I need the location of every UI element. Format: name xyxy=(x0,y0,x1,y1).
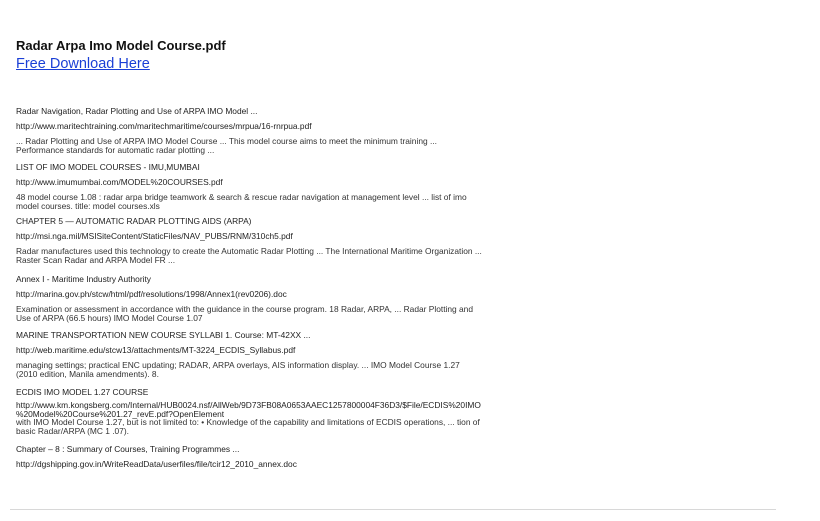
entry-url-link[interactable]: http://www.imumumbai.com/MODEL%20COURSES.pdf xyxy=(16,177,223,187)
result-entry xyxy=(16,330,811,378)
entry-url-link[interactable]: http://marina.gov.ph/stcw/html/pdf/resolutions/1998/Annex1(rev0206).doc xyxy=(16,289,287,299)
entry-url-link[interactable]: http://www.km.kongsberg.com/Internal/HUB0024.nsf/AllWeb/9D73FB08A0653AAEC1257800004F36D3/$File/ECDIS%20IMO %20Model%20Course%201.27_revE.pdf?OpenElement xyxy=(16,400,481,419)
entry-description: Examination or assessment in accordance with the guidance in the course program. 18 Radar, ARPA, ... Radar Plotting and Use of ARPA (66.5 hours) IMO Model Course 1.07 xyxy=(16,304,473,323)
entry-description: managing settings; practical ENC updating; RADAR, ARPA overlays, AIS information display. ... IMO Model Course 1.27 (2010 edition, Manila amendments). 8. xyxy=(16,360,460,379)
entry-title: MARINE TRANSPORTATION NEW COURSE SYLLABI 1. Course: MT-42XX ... xyxy=(16,330,311,340)
result-entry xyxy=(16,444,811,469)
entry-url-link[interactable]: http://dgshipping.gov.in/WriteReadData/userfiles/file/tcir12_2010_annex.doc xyxy=(16,459,297,469)
entry-title: Radar Navigation, Radar Plotting and Use of ARPA IMO Model ... xyxy=(16,106,258,116)
entry-url-link[interactable]: http://web.maritime.edu/stcw13/attachments/MT-3224_ECDIS_Syllabus.pdf xyxy=(16,345,296,355)
entry-url-link[interactable]: http://www.maritechtraining.com/maritechmaritime/courses/mrpua/16-rnrpua.pdf xyxy=(16,121,312,131)
entry-title: Chapter – 8 : Summary of Courses, Training Programmes ... xyxy=(16,444,240,454)
entry-title: Annex I - Maritime Industry Authority xyxy=(16,274,151,284)
entry-title: ECDIS IMO MODEL 1.27 COURSE xyxy=(16,387,149,397)
result-entry xyxy=(16,216,811,264)
entry-description: ... Radar Plotting and Use of ARPA IMO Model Course ... This model course aims to meet the minimum training ... Performance standards for automatic radar plotting ... xyxy=(16,136,437,155)
entry-title: LIST OF IMO MODEL COURSES - IMU,MUMBAI xyxy=(16,162,200,172)
result-entry xyxy=(16,106,811,154)
entry-description: Radar manufactures used this technology to create the Automatic Radar Plotting ... The International Maritime Organization ... Raster Scan Radar and ARPA Model FR ... xyxy=(16,246,482,265)
result-entry xyxy=(16,274,811,322)
entry-url-link[interactable]: http://msi.nga.mil/MSISiteContent/StaticFiles/NAV_PUBS/RNM/310ch5.pdf xyxy=(16,231,293,241)
result-entry xyxy=(16,162,811,210)
result-entry xyxy=(16,387,811,435)
page-bottom-divider xyxy=(10,509,776,510)
entry-description: 48 model course 1.08 : radar arpa bridge teamwork & search & rescue radar navigation at management level ... list of imo model courses. title: model courses.xls xyxy=(16,192,467,211)
entry-title: CHAPTER 5 — AUTOMATIC RADAR PLOTTING AIDS (ARPA) xyxy=(16,216,252,226)
free-download-link[interactable]: Free Download Here xyxy=(16,56,150,72)
document-title: Radar Arpa Imo Model Course.pdf xyxy=(16,38,226,53)
entry-description: with IMO Model Course 1.27, but is not limited to: • Knowledge of the capability and limitations of ECDIS operations, ... tion of basic Radar/ARPA (MC 1 .07). xyxy=(16,417,480,436)
